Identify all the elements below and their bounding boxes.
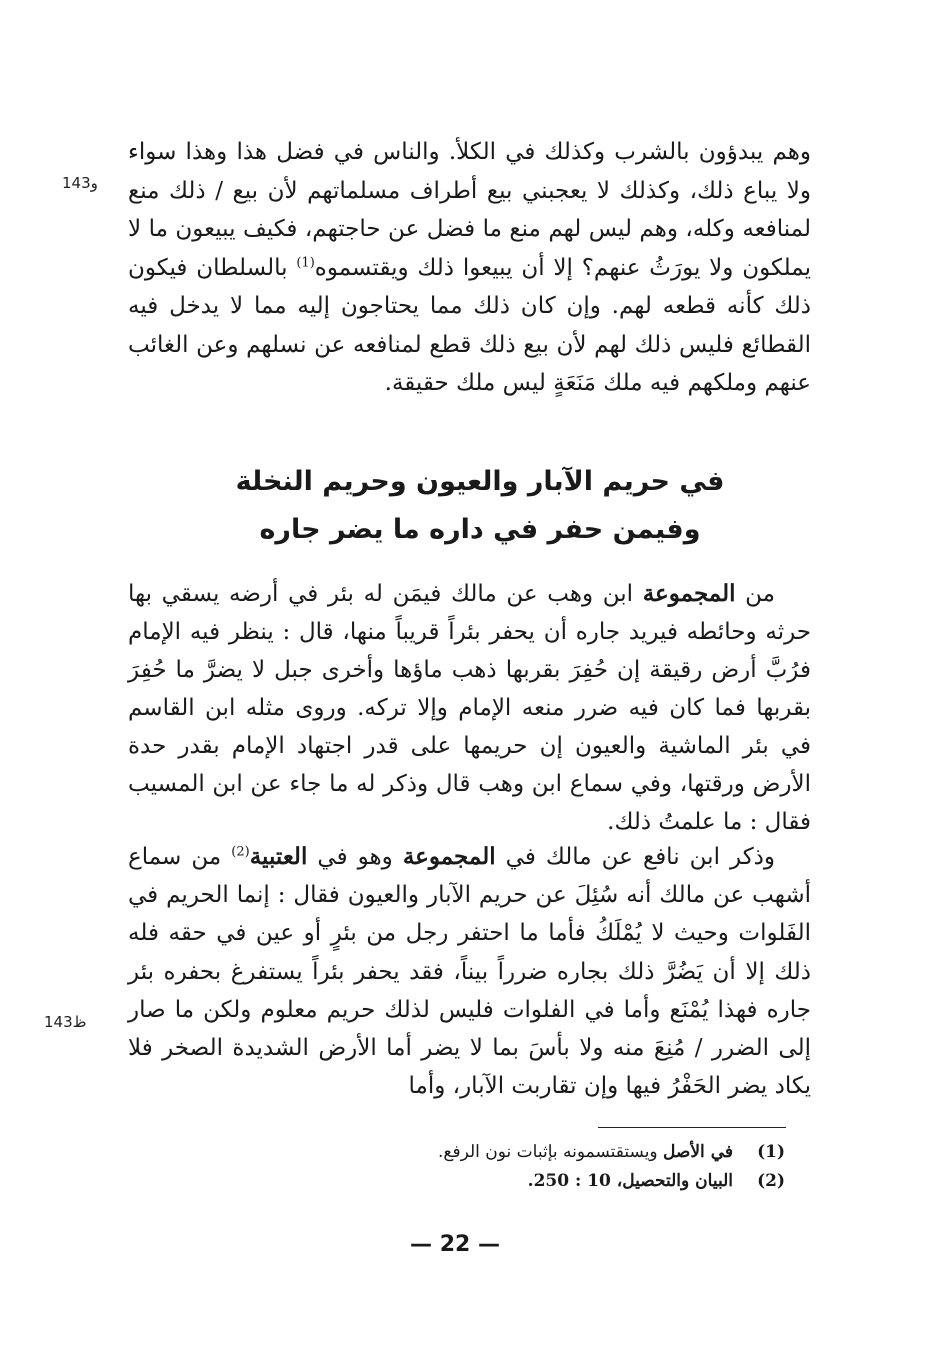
source-title-utbiyya: العتبية: [249, 843, 308, 870]
page-number: — 22 —: [410, 1232, 500, 1257]
paragraph-3: [128, 838, 811, 1105]
footnote-1-label: في الأصل: [663, 1142, 733, 1162]
section-heading-line-1: في حريم الآبار والعيون وحريم النخلة: [235, 466, 725, 497]
paragraph-2-text: ابن وهب عن مالك فيمَن له بئر في أرضه يسقي بها حرثه وحائطه فيريد جاره أن يحفر بئراً قريباً منها، قال : ينظر فيه الإمام فرُبَّ أرض رقيقة إن حُفِرَ بقربها ذهب ماؤها وأخرى جبل لا يضرَّ ما حُفِرَ بقربها فما كان فيه ضرر منعه الإمام وإلا تركه. وروى مثله ابن القاسم في بئر الماشية والعيون إن حريمها على قدر اجتهاد الإمام بقدر حدة الأرض ورقتها، وفي سماع ابن وهب قال وذكر له ما جاء عن ابن المسيب فقال : ما علمتُ ذلك.: [128, 581, 811, 835]
paragraph-2: [128, 575, 811, 841]
footnote-1-text: ويستقتسمونه بإثبات نون الرفع.: [438, 1142, 664, 1162]
section-heading: [160, 458, 800, 554]
folio-marker-verso: 143ظ: [44, 1013, 87, 1031]
footnote-1-number: (1): [757, 1142, 785, 1162]
paragraph-3-start: وذكر ابن نافع عن مالك في: [495, 844, 776, 870]
footnote-ref-2: (2): [231, 844, 250, 860]
source-title-majmua: المجموعة: [642, 580, 736, 607]
footnote-1: [400, 1138, 785, 1167]
paragraph-1-text: وهم يبدؤون بالشرب وكذلك في الكلأ. والناس في فضل هذا وهذا سواء ولا يباع ذلك، وكذلك لا يعجبني بيع أطراف مسلماتهم لأن بيع / ذلك منع لمنافعه وكله، وهم ليس لهم منع ما فضل عن حاجتهم، فكيف يبيعون ما لا يملكون ولا يورَثُ عنهم؟ إلا أن يبيعوا ذلك ويقتسموه: [128, 139, 811, 281]
footnote-separator: [598, 1127, 786, 1128]
source-title-majmua-2: المجموعة: [402, 843, 496, 870]
footnote-2: [400, 1167, 785, 1196]
paragraph-1: [128, 133, 811, 403]
paragraph-1-end: بالسلطان فيكون ذلك كأنه قطعه لهم. وإن كان ذلك مما يحتاجون إليه مما لا يدخل فيه القطائع فليس ذلك لهم لأن بيع ذلك قطع لمنافعه عن نسلهم وعن الغائب عنهم وملكهم فيه ملك مَنَعَةٍ ليس ملك حقيقة.: [128, 254, 811, 396]
footnote-ref-1: (1): [296, 254, 315, 270]
folio-marker-recto: 143و: [62, 174, 98, 192]
paragraph-2-start: من: [735, 581, 775, 607]
footnotes: [400, 1138, 785, 1196]
footnote-2-label: البيان والتحصيل، 10 : 250.: [527, 1171, 733, 1191]
section-heading-line-2: وفيمن حفر في داره ما يضر جاره: [259, 514, 701, 545]
paragraph-3-text: من سماع أشهب عن مالك أنه سُئِلَ عن حريم الآبار والعيون فقال : إنما الحريم في الفَلوات وحيث لا يُمْلَكُ فأما ما احتفر رجل من بئرٍ أو عين في حقه فله ذلك إلا أن يَضُرَّ ذلك بجاره ضرراً بيناً، فقد يحفر بئراً يستفرغ بحفره بئر جاره فهذا يُمْنَع وأما في الفلوات فليس لذلك حريم معلوم ولكن ما صار إلى الضرر / مُنِعَ منه ولا بأسَ بما لا يضر أما الأرض الشديدة الصخر فلا يكاد يضر الحَفْرُ فيها وإن تقاربت الآبار، وأما: [128, 844, 811, 1100]
paragraph-3-mid: وهو في: [307, 844, 403, 870]
footnote-2-number: (2): [757, 1171, 785, 1191]
